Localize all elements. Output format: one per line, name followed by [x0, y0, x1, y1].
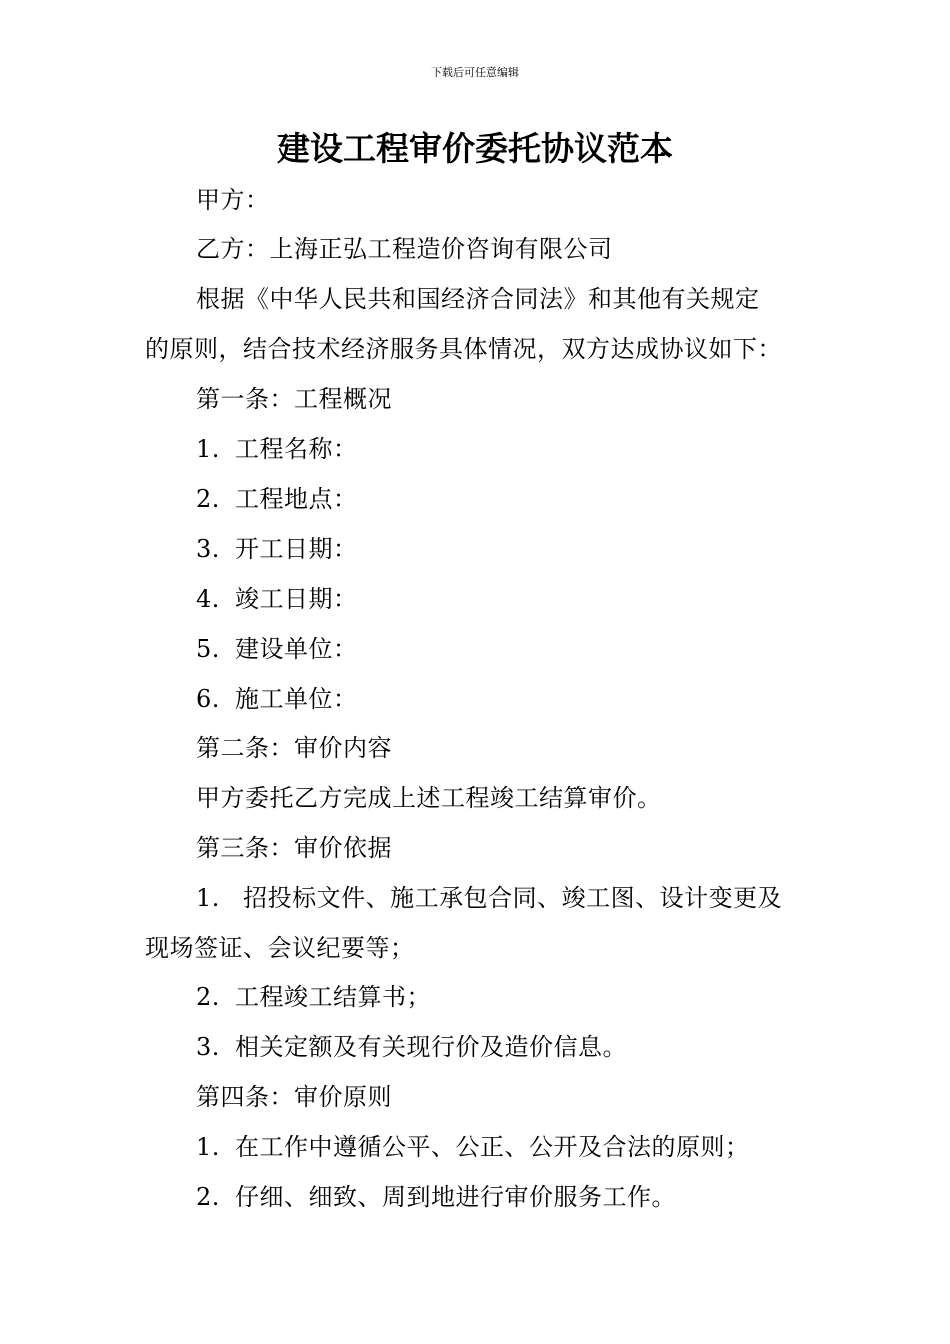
list-item [196, 881, 782, 915]
list-item-number: 1. [196, 884, 220, 912]
list-item [196, 1130, 750, 1164]
list-item [196, 682, 358, 716]
list-item-text: 仔细、细致、周到地进行审价服务工作。 [235, 1183, 676, 1211]
article-4-heading: 第四条：审价原则 [196, 1083, 392, 1111]
list-item-text: 竣工日期： [235, 585, 358, 613]
party-a-line: 甲方： [196, 186, 270, 214]
intro-paragraph-line-1: 根据《中华人民共和国经济合同法》和其他有关规定 [196, 285, 760, 313]
list-item-number: 2. [196, 1183, 220, 1211]
article-2-heading: 第二条：审价内容 [196, 734, 392, 762]
list-item-text: 工程名称： [235, 435, 358, 463]
list-item [196, 582, 358, 616]
list-item-number: 4. [196, 585, 220, 613]
intro-paragraph-line-2: 的原则，结合技术经济服务具体情况，双方达成协议如下： [145, 335, 782, 363]
list-item-number: 1. [196, 1133, 220, 1161]
list-item [196, 532, 358, 566]
list-item-text: 工程地点： [235, 485, 358, 513]
article-2-body: 甲方委托乙方完成上述工程竣工结算审价。 [196, 784, 662, 812]
list-item-number: 2. [196, 485, 220, 513]
list-item-continuation: 现场签证、会议纪要等； [145, 934, 415, 962]
list-item [196, 1030, 627, 1064]
list-item-number: 2. [196, 983, 220, 1011]
list-item-text: 建设单位： [235, 635, 358, 663]
list-item-number: 5. [196, 635, 220, 663]
list-item-text: 施工单位： [235, 685, 358, 713]
page-header-note: 下载后可任意编辑 [431, 66, 519, 79]
list-item [196, 1180, 676, 1214]
list-item [196, 432, 358, 466]
article-3-heading: 第三条：审价依据 [196, 834, 392, 862]
list-item [196, 980, 431, 1014]
document-title: 建设工程审价委托协议范本 [277, 129, 673, 168]
party-b-line: 乙方：上海正弘工程造价咨询有限公司 [196, 235, 613, 263]
list-item-text: 开工日期： [235, 535, 358, 563]
list-item-number: 3. [196, 535, 220, 563]
list-item-text: 招投标文件、施工承包合同、竣工图、设计变更及 [235, 884, 783, 912]
article-1-heading: 第一条：工程概况 [196, 385, 392, 413]
list-item [196, 482, 358, 516]
list-item-number: 6. [196, 685, 220, 713]
list-item-text: 相关定额及有关现行价及造价信息。 [235, 1033, 627, 1061]
list-item-text: 在工作中遵循公平、公正、公开及合法的原则； [235, 1133, 750, 1161]
list-item-number: 3. [196, 1033, 220, 1061]
list-item [196, 632, 358, 666]
list-item-text: 工程竣工结算书； [235, 983, 431, 1011]
list-item-number: 1. [196, 435, 220, 463]
